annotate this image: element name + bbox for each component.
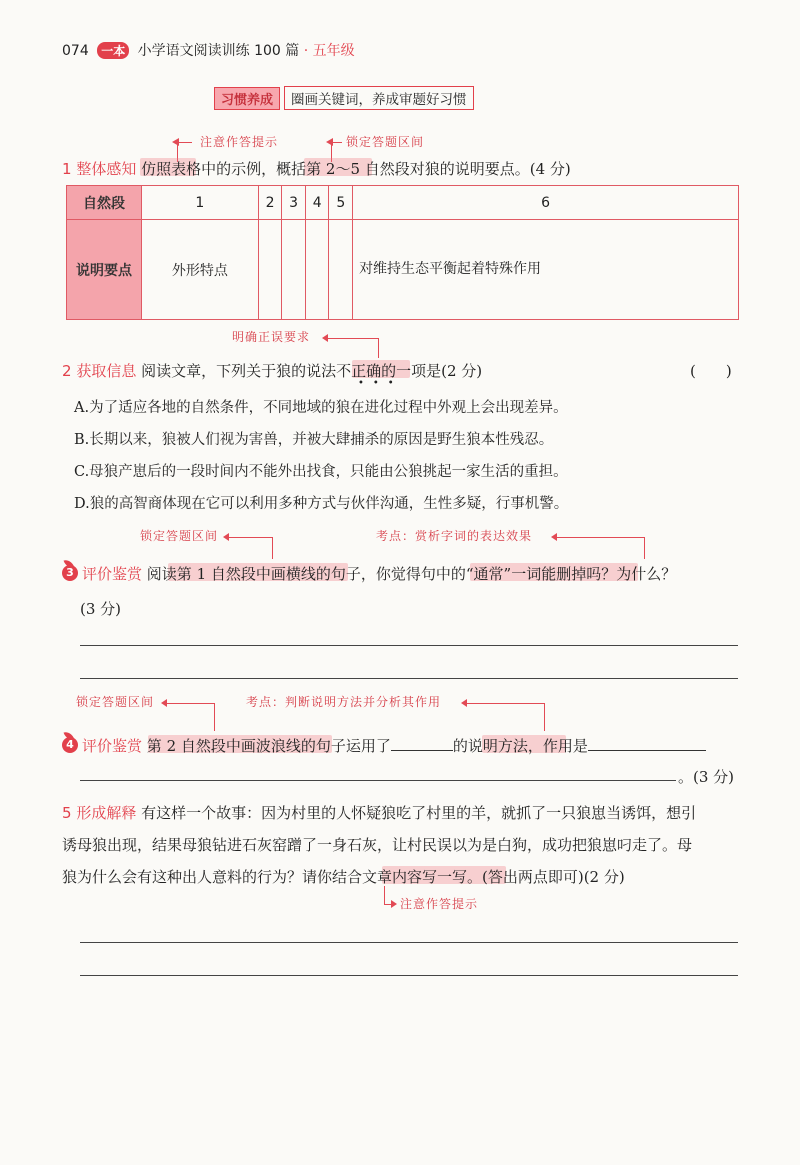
q5-number: 5 bbox=[62, 804, 72, 822]
habit-tag: 习惯养成 bbox=[214, 87, 280, 110]
q5-hint-annotation: 注意作答提示 bbox=[400, 897, 479, 911]
question-3 bbox=[82, 563, 676, 584]
q4-score: 。(3 分) bbox=[678, 768, 735, 786]
q5-line-2: 诱母狼出现，结果母狼钻进石灰窑蹭了一身石灰，让村民误以为是白狗，成功把狼崽叼走了。母 bbox=[62, 836, 693, 854]
q1-number: 1 bbox=[62, 160, 72, 178]
table-point-2[interactable] bbox=[258, 220, 282, 320]
q3-text: 阅读第 1 自然段中画横线的句子，你觉得句中的“通常”一词能删掉吗？为什么？ bbox=[146, 565, 677, 583]
q4-blank-method[interactable] bbox=[391, 736, 453, 751]
book-title: 小学语文阅读训练 100 篇 bbox=[137, 43, 300, 59]
q3-score: (3 分) bbox=[80, 600, 122, 618]
q3-scope-annotation: 锁定答题区间 bbox=[140, 529, 219, 543]
table-col-4: 4 bbox=[305, 186, 329, 220]
q4-scope-annotation: 锁定答题区间 bbox=[76, 695, 155, 709]
q2-text: 阅读文章，下列关于狼的说法不正确的一项是(2 分) bbox=[141, 362, 483, 380]
q1-label: 整体感知 bbox=[76, 160, 137, 178]
q3-label: 评价鉴赏 bbox=[82, 565, 143, 583]
table-col-1: 1 bbox=[142, 186, 259, 220]
question-4 bbox=[82, 735, 706, 756]
question-2 bbox=[62, 360, 482, 381]
q4-text-b: 的说明方法，作用是 bbox=[452, 737, 588, 755]
q3-answer-line-1[interactable] bbox=[80, 645, 738, 646]
q2-option-d[interactable]: D.狼的高智商体现在它可以利用多种方式与伙伴沟通，生性多疑，行事机警。 bbox=[74, 496, 569, 512]
q1-hint-annotation: 注意作答提示 bbox=[200, 135, 279, 149]
q2-answer-bracket[interactable]: ( ) bbox=[690, 362, 732, 380]
q2-option-c[interactable]: C.母狼产崽后的一段时间内不能外出找食，只能由公狼挑起一家生活的重担。 bbox=[74, 464, 568, 480]
habit-text: 圈画关键词，养成审题好习惯 bbox=[284, 86, 474, 110]
q4-answer-line[interactable] bbox=[80, 780, 676, 781]
q4-label: 评价鉴赏 bbox=[82, 737, 143, 755]
table-header-points: 说明要点 bbox=[67, 220, 142, 320]
table-point-6: 对维持生态平衡起着特殊作用 bbox=[353, 220, 739, 320]
q4-text-a: 第 2 自然段中画波浪线的句子运用了 bbox=[146, 737, 391, 755]
table-point-1: 外形特点 bbox=[142, 220, 259, 320]
q2-option-a[interactable]: A.为了适应各地的自然条件，不同地域的狼在进化过程中外观上会出现差异。 bbox=[74, 400, 568, 416]
grade-label: 五年级 bbox=[312, 43, 355, 59]
table-header-paragraph: 自然段 bbox=[67, 186, 142, 220]
q4-fire-icon: 4 bbox=[62, 737, 78, 753]
page-number: 074 bbox=[62, 43, 89, 59]
question-1 bbox=[62, 158, 571, 179]
q5-answer-line-1[interactable] bbox=[80, 942, 738, 943]
q2-label: 获取信息 bbox=[76, 362, 137, 380]
q4-blank-effect[interactable] bbox=[588, 736, 706, 751]
q3-point-annotation: 考点：赏析字词的表达效果 bbox=[376, 529, 533, 543]
q4-point-annotation: 考点：判断说明方法并分析其作用 bbox=[246, 695, 442, 709]
table-col-6: 6 bbox=[353, 186, 739, 220]
q5-answer-line-2[interactable] bbox=[80, 975, 738, 976]
q3-fire-icon: 3 bbox=[62, 565, 78, 581]
q5-line-3: 狼为什么会有这种出人意料的行为？请你结合文章内容写一写。(答出两点即可)(2 分) bbox=[62, 868, 625, 886]
table-point-3[interactable] bbox=[282, 220, 306, 320]
q5-label: 形成解释 bbox=[76, 804, 137, 822]
q1-text: 仿照表格中的示例，概括第 2～5 自然段对狼的说明要点。(4 分) bbox=[141, 160, 571, 178]
table-col-5: 5 bbox=[329, 186, 353, 220]
table-point-4[interactable] bbox=[305, 220, 329, 320]
q2-option-b[interactable]: B.长期以来，狼被人们视为害兽，并被大肆捕杀的原因是野生狼本性残忍。 bbox=[74, 432, 554, 448]
table-point-5[interactable] bbox=[329, 220, 353, 320]
q1-scope-annotation: 锁定答题区间 bbox=[346, 135, 425, 149]
q2-hint-annotation: 明确正误要求 bbox=[232, 330, 311, 344]
table-col-3: 3 bbox=[282, 186, 306, 220]
summary-table bbox=[66, 185, 739, 320]
question-5 bbox=[62, 802, 696, 823]
q3-answer-line-2[interactable] bbox=[80, 678, 738, 679]
table-col-2: 2 bbox=[258, 186, 282, 220]
q2-number: 2 bbox=[62, 362, 72, 380]
q5-line-1: 有这样一个故事：因为村里的人怀疑狼吃了村里的羊，就抓了一只狼崽当诱饵，想引 bbox=[141, 804, 697, 822]
page-header: 074 一本 小学语文阅读训练 100 篇 · 五年级 bbox=[62, 43, 355, 59]
habit-box bbox=[214, 86, 474, 110]
brand-logo: 一本 bbox=[97, 42, 129, 59]
